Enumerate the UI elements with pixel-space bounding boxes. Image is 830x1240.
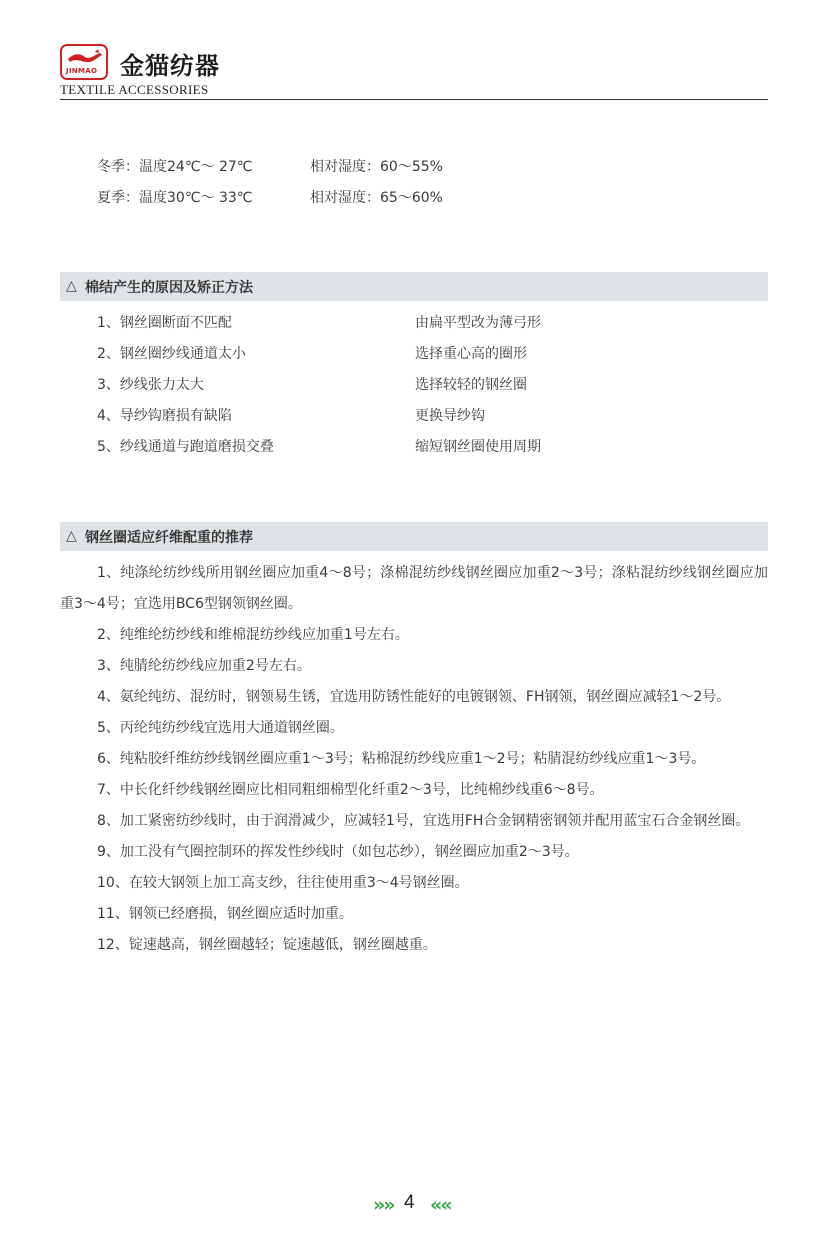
triangle-icon: △: [66, 528, 77, 544]
cat-icon: [66, 49, 104, 67]
jinmao-logo: [60, 44, 108, 80]
fix-text: 选择较轻的钢丝圈: [415, 377, 527, 393]
header-divider: [60, 99, 768, 100]
recommendation-item: 9、加工没有气圈控制环的挥发性纱线时（如包芯纱），钢丝圈应加重2～3号。: [97, 844, 579, 860]
section-title: 棉结产生的原因及矫正方法: [85, 280, 253, 296]
section-title: 钢丝圈适应纤维配重的推荐: [85, 530, 253, 546]
fix-text: 缩短钢丝圈使用周期: [415, 439, 541, 455]
recommendation-item: 4、氨纶纯纺、混纺时，钢领易生锈，宜选用防锈性能好的电镀钢领、FH钢领，钢丝圈应减轻1～2号。: [97, 689, 731, 705]
list-item: [97, 312, 777, 334]
climate-humidity: 相对湿度：60～55%: [310, 159, 443, 175]
recommendation-item: 1、纯涤纶纺纱线所用钢丝圈应加重4～8号；涤棉混纺纱线钢丝圈应加重2～3号；涤粘混纺纱线钢丝圈应加重3～4号；宜选用BC6型钢领钢丝圈。: [60, 565, 768, 612]
brand-name: 金猫纺器: [120, 52, 220, 80]
recommendation-item: 2、纯维纶纺纱线和维棉混纺纱线应加重1号左右。: [97, 627, 409, 643]
triangle-icon: △: [66, 278, 77, 294]
list-item: [97, 405, 777, 427]
page-footer: [0, 1190, 830, 1220]
fix-text: 由扁平型改为薄弓形: [415, 315, 541, 331]
recommendation-item: 12、锭速越高，钢丝圈越轻；锭速越低，钢丝圈越重。: [97, 937, 437, 953]
recommendation-item: 5、丙纶纯纺纱线宜选用大通道钢丝圈。: [97, 720, 344, 736]
fix-text: 更换导纱钩: [415, 408, 485, 424]
cause-text: 4、导纱钩磨损有缺陷: [97, 408, 232, 424]
climate-season: 夏季：温度30℃～ 33℃: [97, 190, 253, 206]
cause-text: 2、钢丝圈纱线通道太小: [97, 346, 246, 362]
recommendation-item: 11、钢领已经磨损，钢丝圈应适时加重。: [97, 906, 353, 922]
cause-text: 3、纱线张力太大: [97, 377, 204, 393]
climate-season: 冬季：温度24℃～ 27℃: [97, 159, 253, 175]
recommendation-item: 10、在较大钢领上加工高支纱，往往使用重3～4号钢丝圈。: [97, 875, 469, 891]
recommendation-item: 8、加工紧密纺纱线时，由于润滑减少，应减轻1号，宜选用FH合金钢精密钢领并配用蓝宝石合金钢丝圈。: [97, 813, 750, 829]
recommendation-item: 3、纯腈纶纺纱线应加重2号左右。: [97, 658, 311, 674]
section-header-nep-causes: [60, 272, 768, 301]
list-item: [97, 374, 777, 396]
header-subtitle: TEXTILE ACCESSORIES: [60, 82, 209, 97]
cause-text: 1、钢丝圈断面不匹配: [97, 315, 232, 331]
recommendation-list: [60, 558, 768, 961]
page-number: 4: [404, 1192, 415, 1213]
climate-humidity: 相对湿度：65～60%: [310, 190, 443, 206]
double-chevron-right-icon: »»: [373, 1194, 394, 1216]
list-item: [97, 343, 777, 365]
double-chevron-left-icon: ««: [430, 1194, 451, 1216]
section-header-traveller-weight: [60, 522, 768, 551]
cause-text: 5、纱线通道与跑道磨损交叠: [97, 439, 274, 455]
recommendation-item: 7、中长化纤纱线钢丝圈应比相同粗细棉型化纤重2～3号，比纯棉纱线重6～8号。: [97, 782, 604, 798]
fix-text: 选择重心高的圈形: [415, 346, 527, 362]
recommendation-item: 6、纯粘胶纤维纺纱线钢丝圈应重1～3号；粘棉混纺纱线应重1～2号；粘腈混纺纱线应重1～3号。: [97, 751, 706, 767]
page-header: [60, 44, 768, 102]
logo-wordmark: JINMAO: [66, 67, 98, 75]
list-item: [97, 436, 777, 458]
